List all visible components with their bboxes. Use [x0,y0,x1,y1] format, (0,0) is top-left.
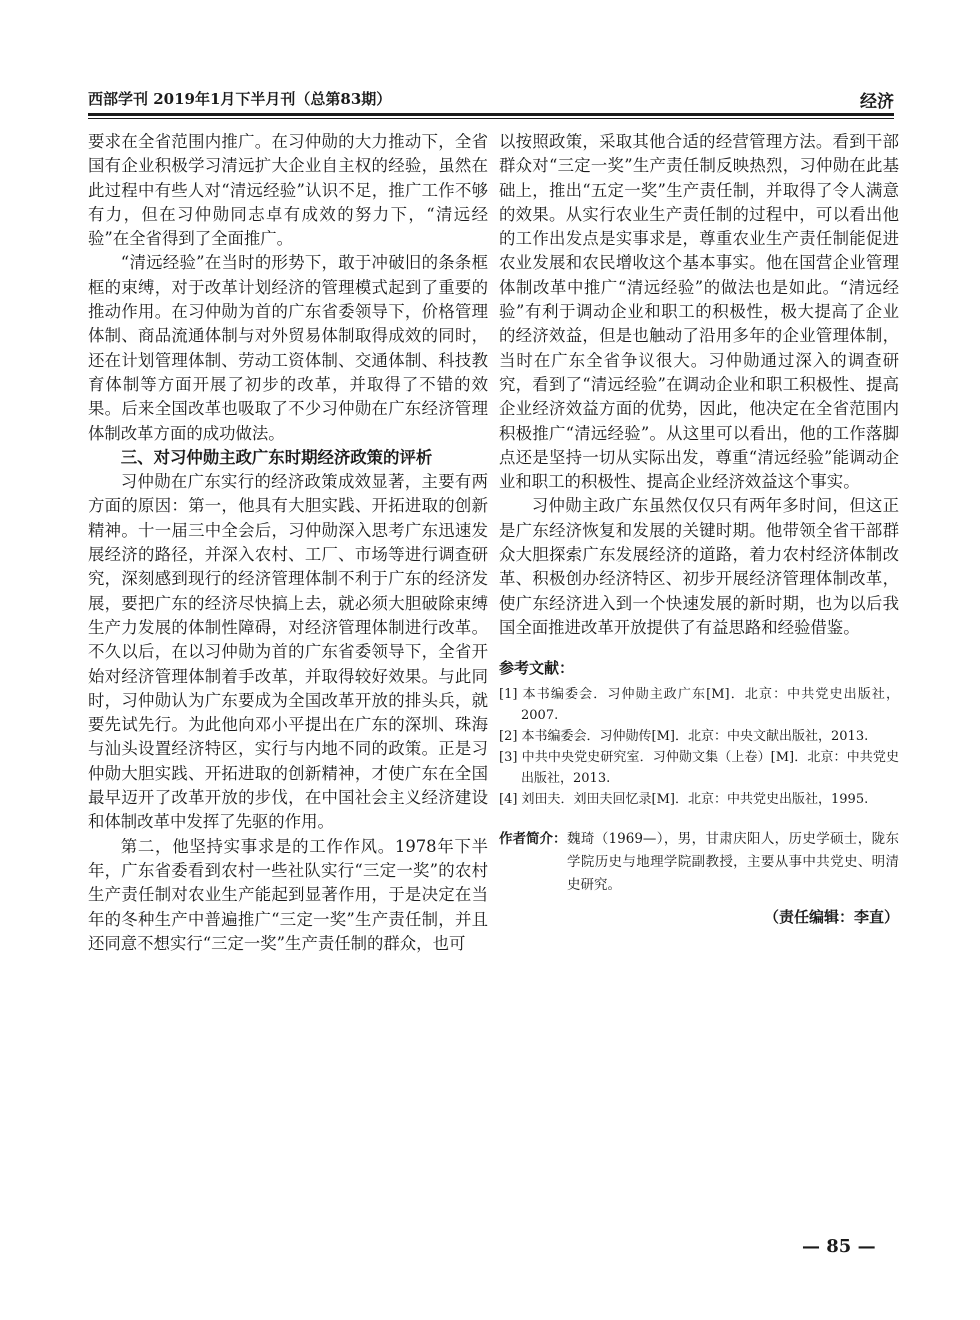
section-name: 经济 [860,92,894,112]
references-title: 参考文献： [499,659,575,678]
paragraph: 以按照政策，采取其他合适的经营管理方法。看到干部群众对“三定一奖”生产责任制反映热烈，习仲勋在此基础上，推出“五定一奖”生产责任制，并取得了令人满意的效果。从实行农业生产责任制的过程中，可以看出他的工作出发点是实事求是，尊重农业生产责任制能促进农业发展和农民增收这个基本事实。他在国营企业管理体制改革中推广“清远经验”的做法也是如此。“清远经验”有利于调动企业和职工的积极性，极大提高了企业的经济效益，但是也触动了沿用多年的企业管理体制，当时在广东全省争议很大。习仲勋通过深入的调查研究，看到了“清远经验”在调动企业和职工积极性、提高企业经济效益方面的优势，因此，他决定在全省范围内积极推广“清远经验”。从这里可以看出，他的工作落脚点还是坚持一切从实际出发，尊重“清远经验”能调动企业和职工的积极性、提高企业经济效益这个事实。 [499,132,899,492]
paragraph: 习仲勋主政广东虽然仅仅只有两年多时间，但这正是广东经济恢复和发展的关键时期。他带领全省干部群众大胆探索广东发展经济的道路，着力农村经济体制改革、积极创办经济特区、初步开展经济管理体制改革，使广东经济进入到一个快速发展的新时期，也为以后我国全面推进改革开放提供了有益思路和经验借鉴。 [499,496,899,637]
running-header [88,84,894,116]
reference-item: [3] 中共中央党史研究室．习仲勋文集（上卷）[M]．北京：中共党史出版社，2013. [499,750,899,787]
references [499,656,899,810]
author-bio [499,828,899,897]
paragraph: “清远经验”在当时的形势下，敢于冲破旧的条条框框的束缚，对于改革计划经济的管理模式起到了重要的推动作用。在习仲勋为首的广东省委领导下，价格管理体制、商品流通体制与对外贸易体制取得成效的同时，还在计划管理体制、劳动工资体制、交通体制、科技教育体制等方面开展了初步的改革，并取得了不错的效果。后来全国改革也吸取了不少习仲勋在广东经济管理体制改革方面的成功做法。 [88,253,488,443]
paragraph: 要求在全省范围内推广。在习仲勋的大力推动下，全省国有企业积极学习清远扩大企业自主权的经验，虽然在此过程中有些人对“清远经验”认识不足，推广工作不够有力，但在习仲勋同志卓有成效的努力下，“清远经验”在全省得到了全面推广。 [88,132,488,249]
responsible-editor: （责任编辑：李直） [763,908,899,927]
right-column [499,130,899,929]
paragraph: 习仲勋在广东实行的经济政策成效显著，主要有两方面的原因：第一，他具有大胆实践、开拓进取的创新精神。十一届三中全会后，习仲勋深入思考广东迅速发展经济的路径，并深入农村、工厂、市场等进行调查研究，深刻感到现行的经济管理体制不利于广东的经济发展，要把广东的经济尽快搞上去，就必须大胆破除束缚生产力发展的体制性障碍，对经济管理体制进行改革。不久以后，在以习仲勋为首的广东省委领导下，全省开始对经济管理体制着手改革，并取得较好效果。与此同时，习仲勋认为广东要成为全国改革开放的排头兵，就要先试先行。为此他向邓小平提出在广东的深圳、珠海与汕头设置经济特区，实行与内地不同的政策。正是习仲勋大胆实践、开拓进取的创新精神，才使广东在全国最早迈开了改革开放的步伐，在中国社会主义经济建设和体制改革中发挥了先驱的作用。 [88,472,488,832]
journal-title: 西部学刊 2019年1月下半月刊（总第83期） [88,90,392,108]
left-column [88,130,488,956]
author-bio-label: 作者简介： [499,831,567,848]
reference-item: [1] 本书编委会．习仲勋主政广东[M]．北京：中共党史出版社，2007. [499,687,899,724]
paragraph: 第二，他坚持实事求是的工作作风。1978年下半年，广东省委看到农村一些社队实行“三定一奖”的农村生产责任制对农业生产能起到显著作用，于是决定在当年的冬种生产中普遍推广“三定一奖”生产责任制，并且还同意不想实行“三定一奖”生产责任制的群众，也可 [88,836,488,953]
reference-item: [4] 刘田夫．刘田夫回忆录[M]．北京：中共党史出版社，1995. [499,792,869,808]
header-rule-thin [88,118,894,119]
author-bio-text: 魏琦（1969—），男，甘肃庆阳人，历史学硕士，陇东学院历史与地理学院副教授，主要从事中共党史、明清史研究。 [567,831,899,894]
section-heading: 三、对习仲勋主政广东时期经济政策的评析 [120,447,433,467]
reference-item: [2] 本书编委会．习仲勋传[M]．北京：中央文献出版社，2013. [499,729,869,745]
page-number: — 85 — [802,1236,876,1257]
header-rule-thick [88,113,894,116]
